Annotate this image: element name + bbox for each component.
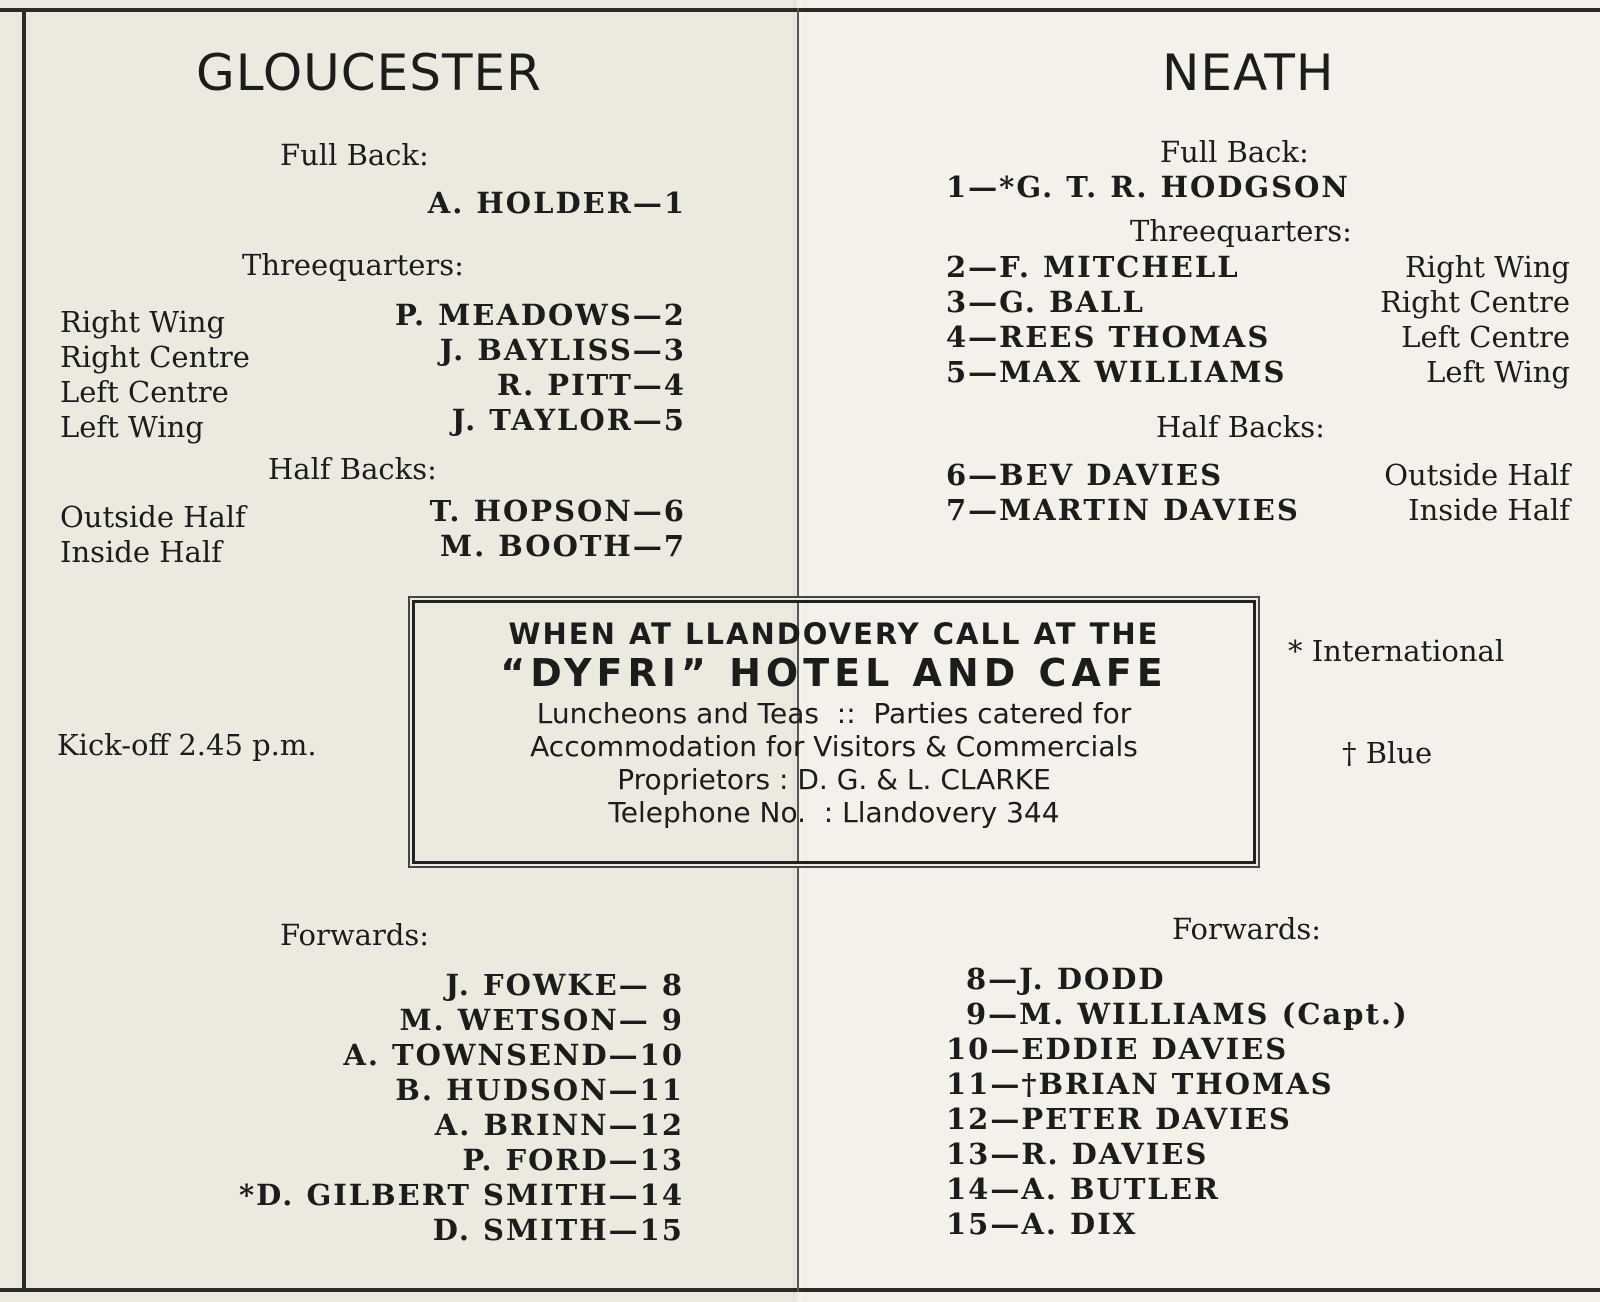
gloucester-full-back-heading: Full Back:: [280, 138, 429, 172]
advert-line-5: Proprietors : D. G. & L. CLARKE: [617, 763, 1051, 796]
advert-line-3: Luncheons and Teas :: Parties catered for: [536, 697, 1132, 730]
gloucester-position: Left Wing: [60, 410, 204, 444]
neath-forward: 15—A. DIX: [946, 1207, 1138, 1241]
neath-position: Left Centre: [1401, 320, 1570, 354]
neath-forward: 13—R. DAVIES: [946, 1137, 1209, 1171]
gloucester-forward: B. HUDSON—11: [395, 1073, 684, 1107]
neath-half-backs-heading: Half Backs:: [1156, 410, 1325, 444]
advert-line-2: “DYFRI” HOTEL AND CAFE: [500, 651, 1168, 695]
top-rule: [0, 8, 1600, 12]
gloucester-position: Outside Half: [60, 500, 246, 534]
gloucester-half-backs-heading: Half Backs:: [268, 452, 437, 486]
gloucester-full-back: A. HOLDER—1: [427, 186, 686, 220]
gloucester-forward: P. FORD—13: [462, 1143, 684, 1177]
gloucester-position: Right Wing: [60, 305, 226, 339]
bottom-rule: [0, 1288, 1600, 1292]
gloucester-player: J. TAYLOR—5: [451, 403, 686, 437]
advert-line-6: Telephone No. : Llandovery 344: [608, 796, 1060, 829]
neath-player: 7—MARTIN DAVIES: [946, 493, 1300, 527]
gloucester-forward: M. WETSON— 9: [399, 1003, 684, 1037]
advert-line-1: WHEN AT LLANDOVERY CALL AT THE: [508, 617, 1160, 651]
neath-position: Left Wing: [1426, 355, 1570, 389]
legend-international: * International: [1288, 634, 1505, 668]
gloucester-threequarters-heading: Threequarters:: [242, 248, 464, 282]
neath-player: 3—G. BALL: [946, 285, 1145, 319]
gloucester-position: Right Centre: [60, 340, 250, 374]
gloucester-forward: A. TOWNSEND—10: [343, 1038, 684, 1072]
neath-full-back-heading: Full Back:: [1160, 135, 1309, 169]
neath-player: 2—F. MITCHELL: [946, 250, 1240, 284]
left-rule: [22, 8, 26, 1292]
gloucester-forward: J. FOWKE— 8: [445, 968, 684, 1002]
neath-player: 6—BEV DAVIES: [946, 458, 1224, 492]
gloucester-player: P. MEADOWS—2: [394, 298, 686, 332]
legend-blue: † Blue: [1342, 736, 1433, 770]
neath-forward: 9—M. WILLIAMS (Capt.): [966, 997, 1409, 1031]
neath-player: 5—MAX WILLIAMS: [946, 355, 1287, 389]
neath-position: Outside Half: [1384, 458, 1570, 492]
advert-line-4: Accommodation for Visitors & Commercials: [530, 730, 1138, 763]
neath-forwards-heading: Forwards:: [1172, 912, 1322, 946]
neath-position: Inside Half: [1408, 493, 1570, 527]
neath-forward: 12—PETER DAVIES: [946, 1102, 1292, 1136]
gloucester-player: R. PITT—4: [497, 368, 686, 402]
gloucester-forward: D. SMITH—15: [432, 1213, 684, 1247]
gloucester-player: J. BAYLISS—3: [439, 333, 686, 367]
neath-threequarters-heading: Threequarters:: [1130, 214, 1352, 248]
neath-full-back: 1—*G. T. R. HODGSON: [946, 170, 1350, 204]
gloucester-forward: *D. GILBERT SMITH—14: [238, 1178, 684, 1212]
neath-forward: 14—A. BUTLER: [946, 1172, 1221, 1206]
neath-position: Right Wing: [1404, 250, 1570, 284]
kickoff-time: Kick-off 2.45 p.m.: [57, 728, 317, 762]
gloucester-title: GLOUCESTER: [196, 44, 542, 102]
gloucester-player: T. HOPSON—6: [429, 494, 686, 528]
hotel-advert: [412, 600, 1256, 864]
neath-player: 4—REES THOMAS: [946, 320, 1271, 354]
neath-forward: 8—J. DODD: [966, 962, 1166, 996]
gloucester-forwards-heading: Forwards:: [280, 918, 430, 952]
gloucester-player: M. BOOTH—7: [439, 529, 686, 563]
neath-forward: 11—†BRIAN THOMAS: [946, 1067, 1334, 1101]
neath-position: Right Centre: [1380, 285, 1570, 319]
gloucester-position: Inside Half: [60, 535, 222, 569]
neath-title: NEATH: [1162, 44, 1335, 102]
neath-forward: 10—EDDIE DAVIES: [946, 1032, 1289, 1066]
gloucester-forward: A. BRINN—12: [434, 1108, 684, 1142]
gloucester-position: Left Centre: [60, 375, 229, 409]
